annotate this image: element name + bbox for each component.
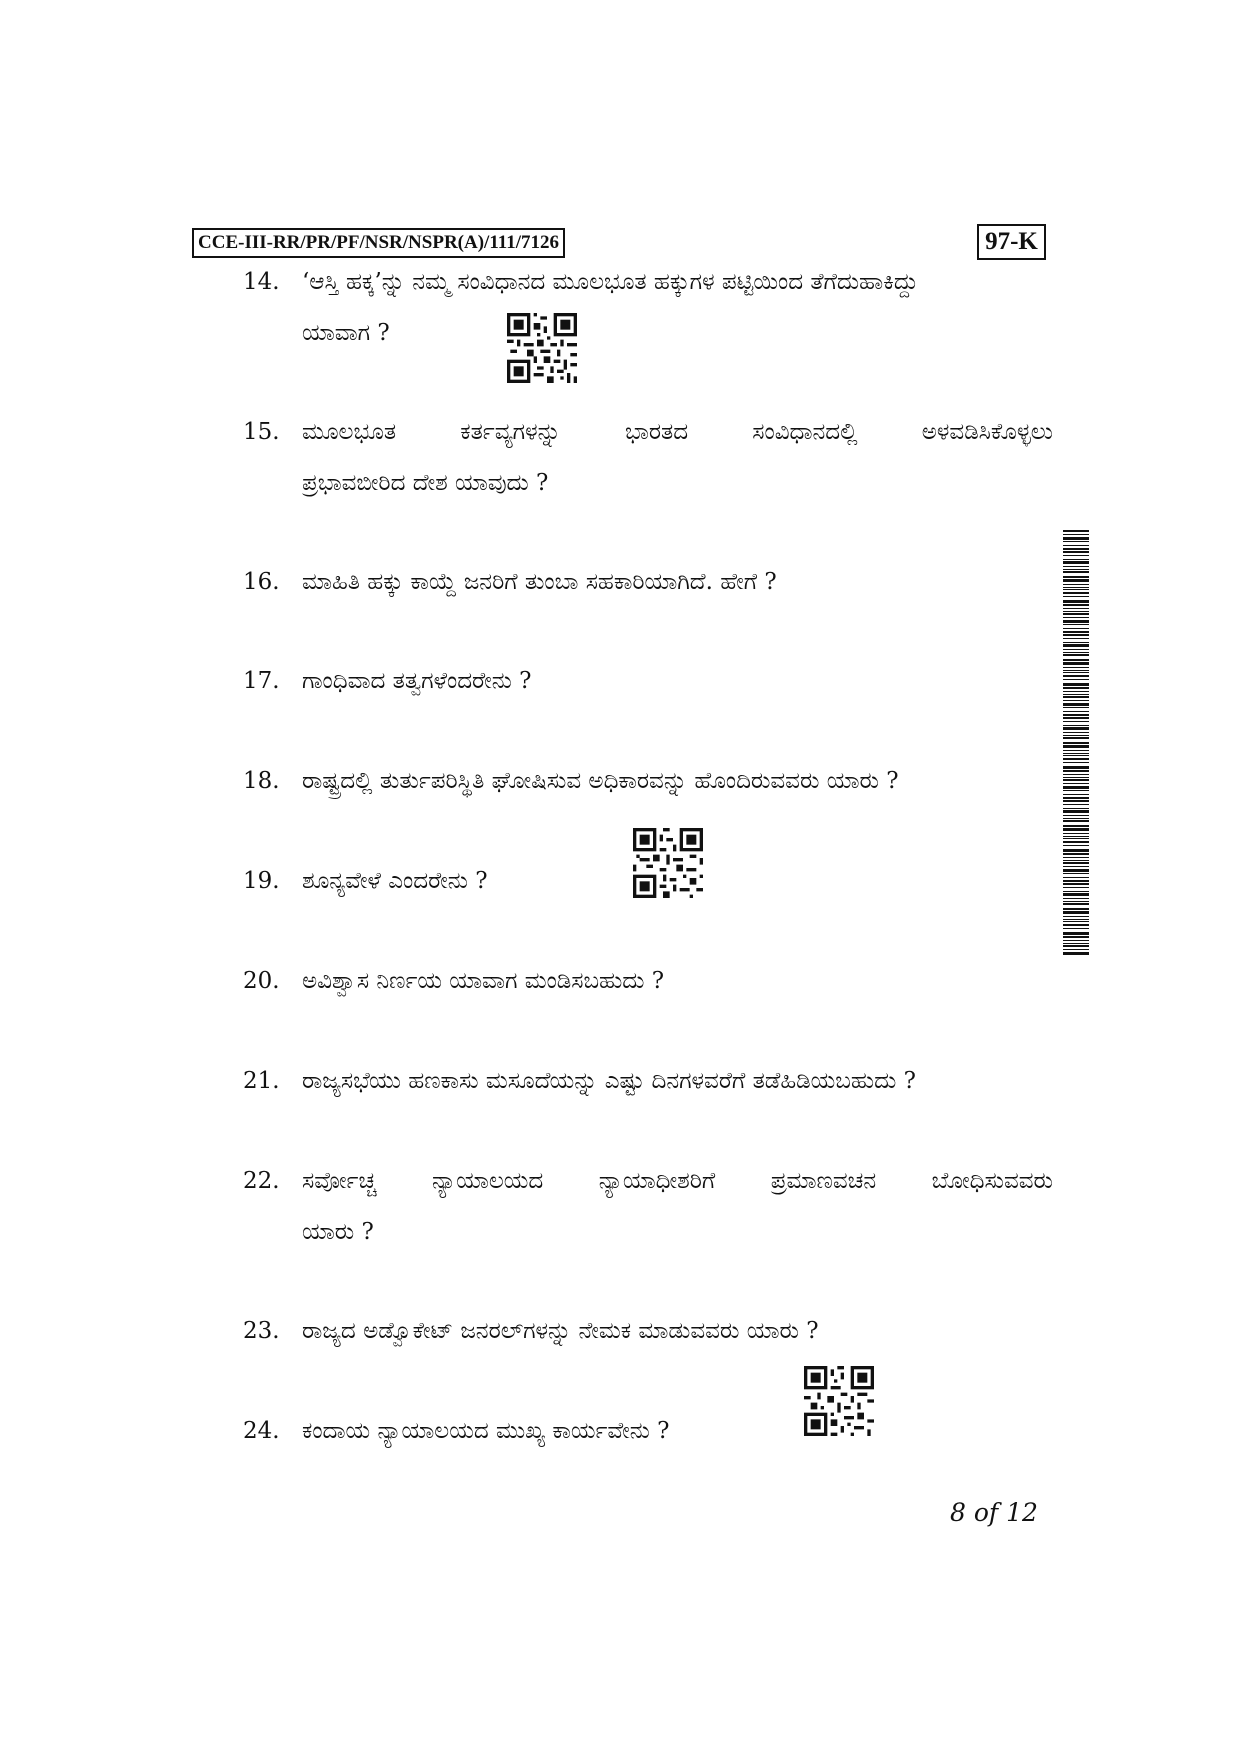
question-text-line: ಅವಿಶ್ವಾಸ ನಿರ್ಣಯ ಯಾವಾಗ ಮಂಡಿಸಬಹುದು ? bbox=[302, 968, 665, 994]
question-number: 17. bbox=[243, 668, 280, 694]
question-text-line: ಪ್ರಭಾವಬೀರಿದ ದೇಶ ಯಾವುದು ? bbox=[302, 470, 549, 496]
page-number: 8 of 12 bbox=[950, 1498, 1038, 1527]
question-number: 14. bbox=[243, 269, 280, 295]
question-17 bbox=[243, 656, 1053, 707]
question-23 bbox=[243, 1306, 1053, 1357]
question-number: 18. bbox=[243, 768, 280, 794]
question-text-line: ‘ಆಸ್ತಿ ಹಕ್ಕ’ನ್ನು ನಮ್ಮ ಸಂವಿಧಾನದ ಮೂಲಭೂತ ಹಕ್ಕುಗಳ ಪಟ್ಟಿಯಿಂದ ತೆಗೆದುಹಾಕಿದ್ದು bbox=[302, 269, 919, 295]
question-number: 20. bbox=[243, 968, 280, 994]
question-text-line: ಸರ್ವೋಚ್ಚ ನ್ಯಾಯಾಲಯದ ನ್ಯಾಯಾಧೀಶರಿಗೆ ಪ್ರಮಾಣವಚನ ಬೋಧಿಸುವವರು bbox=[302, 1168, 1053, 1194]
question-number: 24. bbox=[243, 1418, 280, 1444]
question-number: 21. bbox=[243, 1068, 280, 1094]
question-text-line: ಮೂಲಭೂತ ಕರ್ತವ್ಯಗಳನ್ನು ಭಾರತದ ಸಂವಿಧಾನದಲ್ಲಿ ಅಳವಡಿಸಿಕೊಳ್ಳಲು bbox=[302, 419, 1053, 445]
question-number: 19. bbox=[243, 868, 280, 894]
question-text-line: ರಾಜ್ಯಸಭೆಯು ಹಣಕಾಸು ಮಸೂದೆಯನ್ನು ಎಷ್ಟು ದಿನಗಳವರೆಗೆ ತಡೆಹಿಡಿಯಬಹುದು ? bbox=[302, 1068, 916, 1094]
question-text-line: ಶೂನ್ಯವೇಳೆ ಎಂದರೇನು ? bbox=[302, 868, 488, 894]
question-text-line: ಗಾಂಧಿವಾದ ತತ್ವಗಳೆಂದರೇನು ? bbox=[302, 668, 532, 694]
barcode-icon bbox=[1063, 530, 1089, 955]
question-20 bbox=[243, 956, 1053, 1007]
question-text-line: ಮಾಹಿತಿ ಹಕ್ಕು ಕಾಯ್ದೆ ಜನರಿಗೆ ತುಂಬಾ ಸಹಕಾರಿಯಾಗಿದೆ. ಹೇಗೆ ? bbox=[302, 569, 777, 595]
question-24 bbox=[243, 1406, 1053, 1457]
question-text-line: ಕಂದಾಯ ನ್ಯಾಯಾಲಯದ ಮುಖ್ಯ ಕಾರ್ಯವೇನು ? bbox=[302, 1418, 670, 1444]
question-number: 16. bbox=[243, 569, 280, 595]
paper-code: CCE-III-RR/PR/PF/NSR/NSPR(A)/111/7126 bbox=[192, 228, 565, 258]
version-code: 97-K bbox=[977, 224, 1046, 260]
question-number: 15. bbox=[243, 419, 280, 445]
question-22 bbox=[243, 1156, 1053, 1258]
question-text-line: ರಾಷ್ಟ್ರದಲ್ಲಿ ತುರ್ತುಪರಿಸ್ಥಿತಿ ಘೋಷಿಸುವ ಅಧಿಕಾರವನ್ನು ಹೊಂದಿರುವವರು ಯಾರು ? bbox=[302, 768, 899, 794]
qr-code-icon bbox=[507, 313, 577, 383]
question-15 bbox=[243, 407, 1053, 509]
question-14 bbox=[243, 257, 1053, 359]
question-text-line: ರಾಜ್ಯದ ಅಡ್ವೊಕೇಟ್ ಜನರಲ್‌ಗಳನ್ನು ನೇಮಕ ಮಾಡುವವರು ಯಾರು ? bbox=[302, 1318, 819, 1344]
qr-code-icon bbox=[804, 1366, 874, 1436]
question-18 bbox=[243, 756, 1053, 807]
question-number: 22. bbox=[243, 1168, 280, 1194]
question-21 bbox=[243, 1056, 1053, 1107]
question-text-line: ಯಾರು ? bbox=[302, 1219, 374, 1245]
question-number: 23. bbox=[243, 1318, 280, 1344]
question-16 bbox=[243, 557, 1053, 608]
question-text-line: ಯಾವಾಗ ? bbox=[302, 320, 390, 346]
qr-code-icon bbox=[633, 828, 703, 898]
